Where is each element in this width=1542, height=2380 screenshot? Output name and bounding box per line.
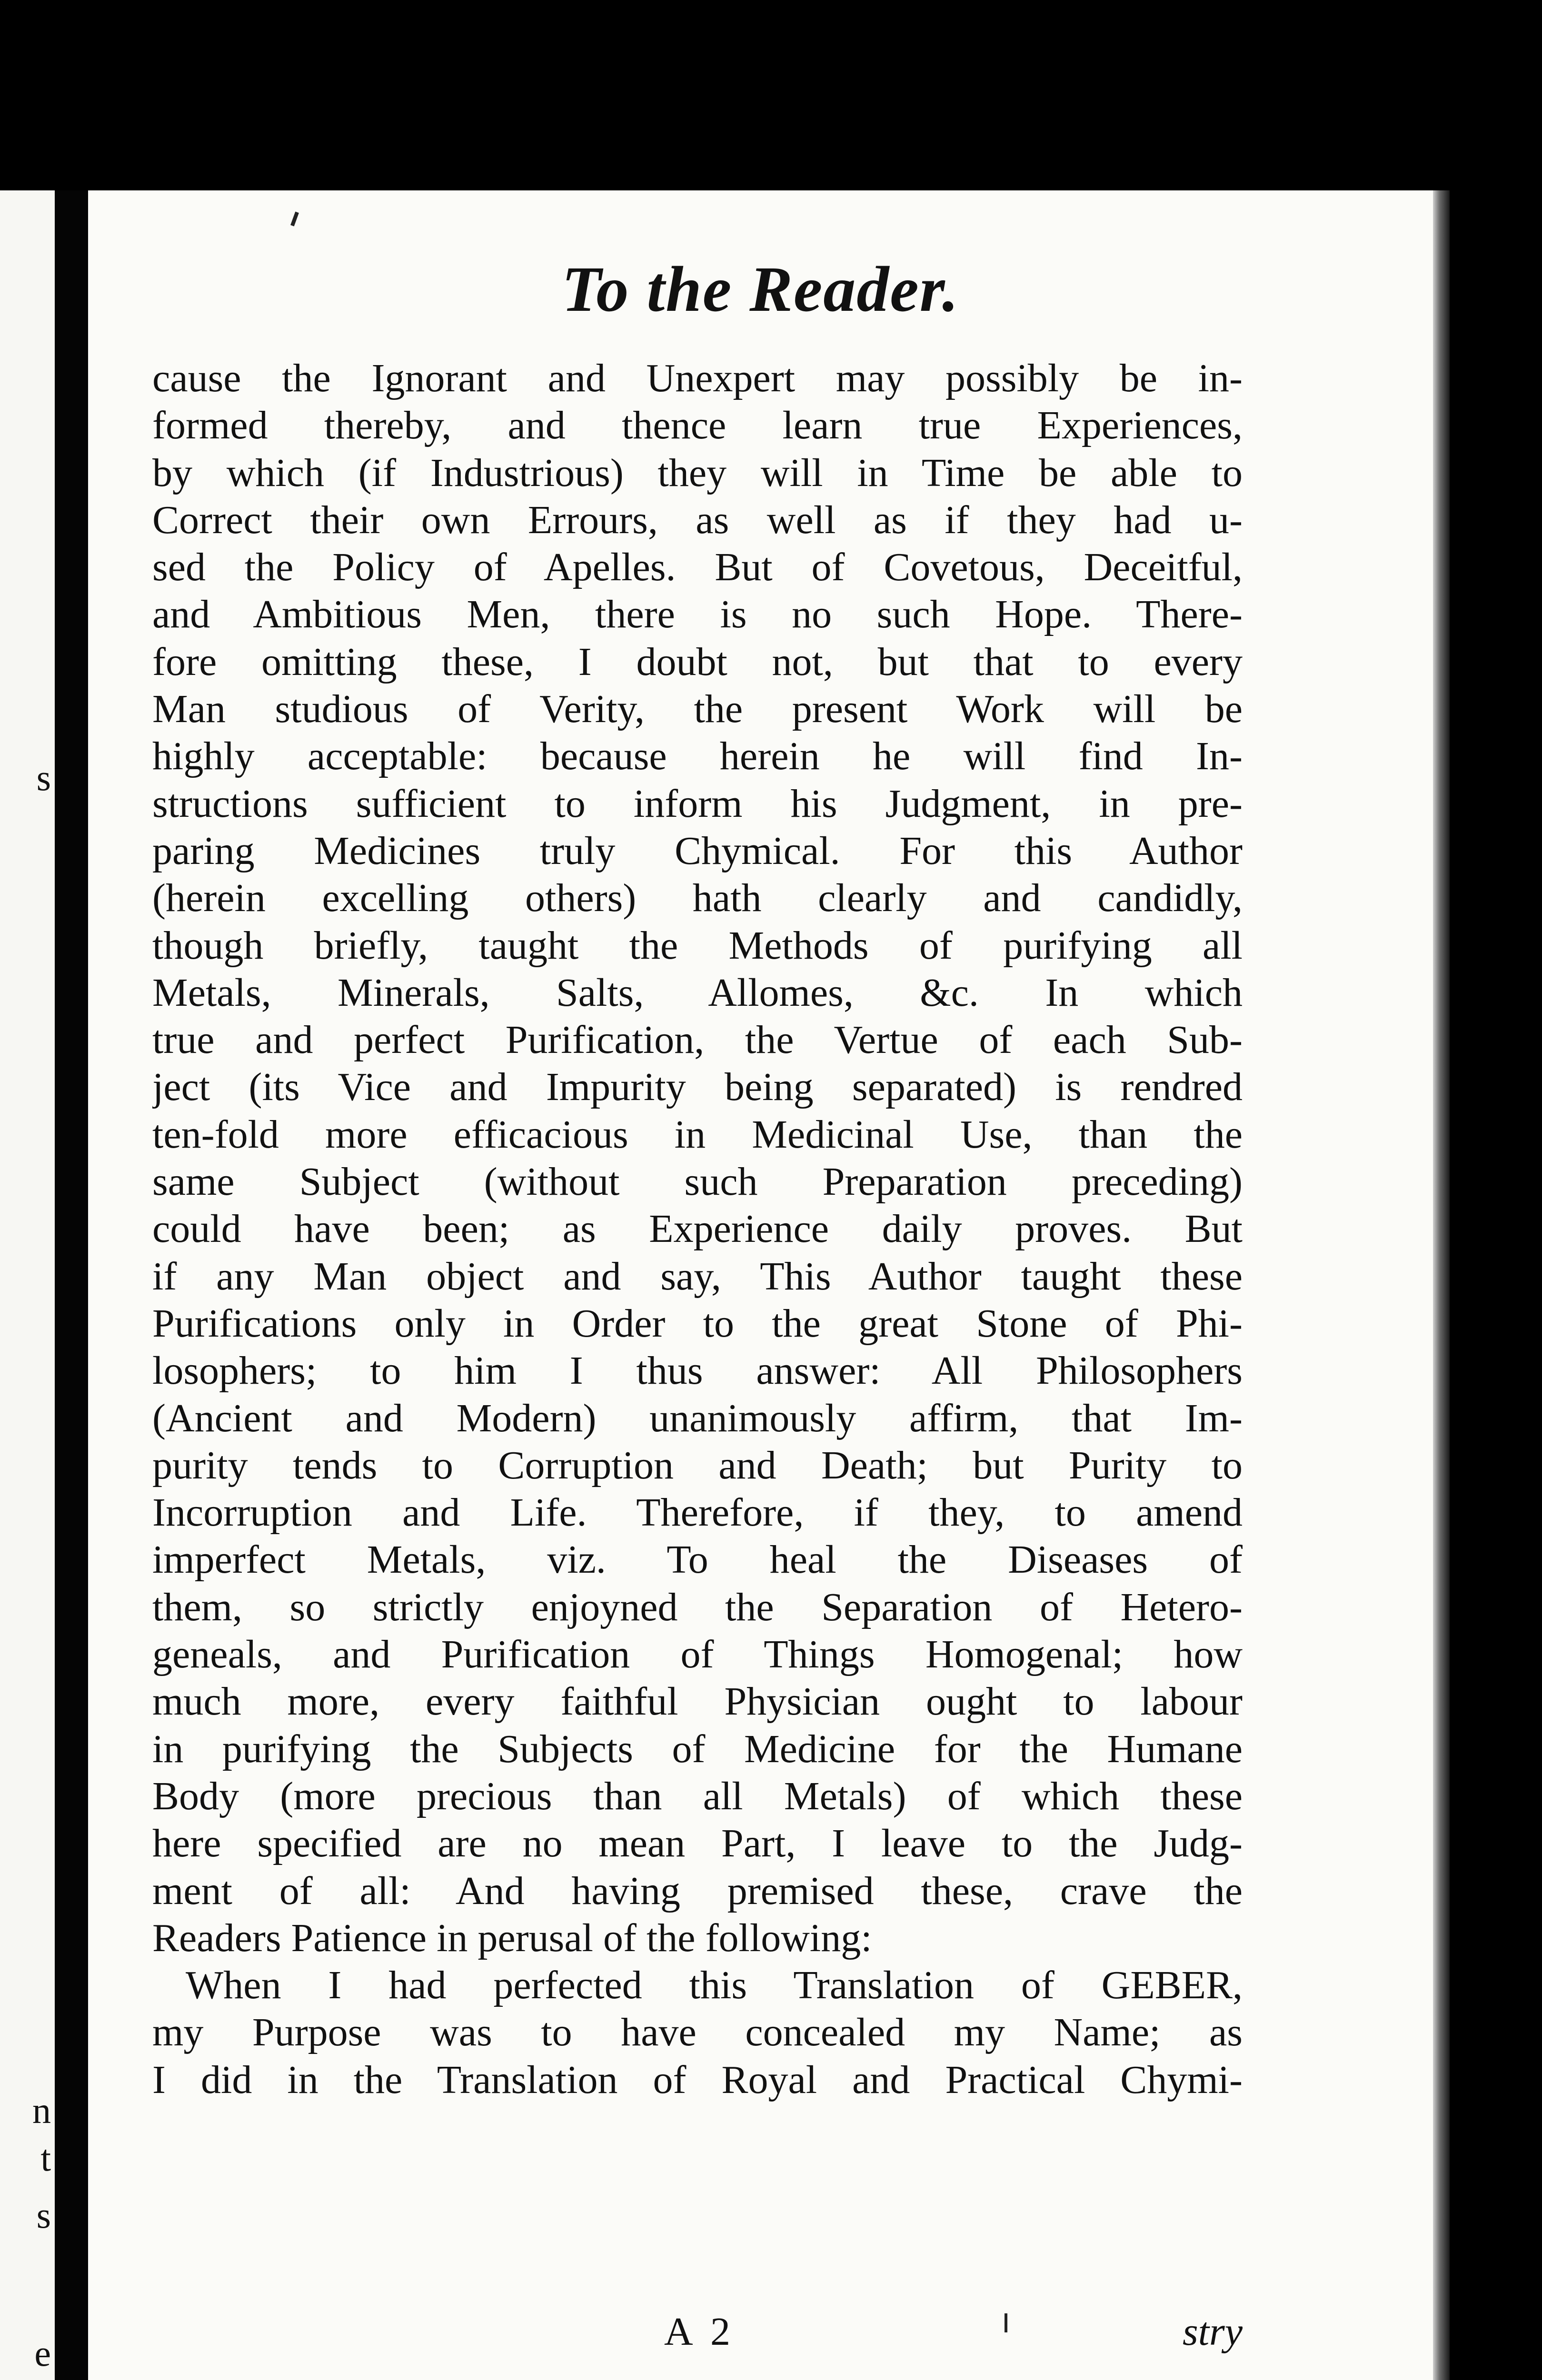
text-line: Purifications only in Order to the great Stone of Phi- xyxy=(152,1301,1243,1346)
text-line: geneals, and Purification of Things Homogenal; how xyxy=(152,1632,1243,1677)
text-line: Readers Patience in perusal of the following: xyxy=(152,1915,872,1960)
text-line: structions sufficient to inform his Judgment, in pre- xyxy=(152,781,1243,826)
signature-mark: A 2 xyxy=(664,2310,736,2354)
text-line: and Ambitious Men, there is no such Hope. There- xyxy=(152,592,1243,637)
text-line: purity tends to Corruption and Death; but Purity to xyxy=(152,1443,1243,1488)
text-line: ten-fold more efficacious in Medicinal Use, than the xyxy=(152,1112,1243,1157)
text-line: I did in the Translation of Royal and Practical Chymi- xyxy=(152,2057,1243,2102)
facing-page-letter: t xyxy=(40,2137,51,2179)
catchword: stry xyxy=(1183,2310,1243,2354)
text-line: by which (if Industrious) they will in Time be able to xyxy=(152,450,1243,495)
text-line: if any Man object and say, This Author taught these xyxy=(152,1254,1243,1299)
text-line: cause the Ignorant and Unexpert may possibly be in- xyxy=(152,356,1243,400)
text-line: ment of all: And having premised these, crave the xyxy=(152,1868,1243,1913)
text-line: my Purpose was to have concealed my Name; as xyxy=(152,2010,1243,2055)
text-line: Man studious of Verity, the present Work will be xyxy=(152,687,1243,732)
text-line: Metals, Minerals, Salts, Allomes, &c. In which xyxy=(152,970,1243,1015)
text-line: true and perfect Purification, the Vertue of each Sub- xyxy=(152,1018,1243,1062)
ink-speck xyxy=(1005,2313,1007,2332)
text-line: imperfect Metals, viz. To heal the Diseases of xyxy=(152,1537,1243,1582)
book-page xyxy=(88,190,1433,2380)
text-line: though briefly, taught the Methods of purifying all xyxy=(152,923,1243,968)
text-line: sed the Policy of Apelles. But of Covetous, Deceitful, xyxy=(152,545,1243,590)
facing-page-letter: e xyxy=(34,2332,51,2374)
text-line: When I had perfected this Translation of GEBER, xyxy=(186,1963,1243,2008)
text-line: formed thereby, and thence learn true Experiences, xyxy=(152,403,1243,448)
text-line: here specified are no mean Part, I leave to the Judg- xyxy=(152,1821,1243,1866)
text-line: ject (its Vice and Impurity being separated) is rendred xyxy=(152,1065,1243,1110)
text-line: them, so strictly enjoyned the Separation of Hetero- xyxy=(152,1585,1243,1629)
text-line: paring Medicines truly Chymical. For this Author xyxy=(152,828,1243,873)
facing-page-edge xyxy=(0,190,55,2380)
text-line: could have been; as Experience daily proves. But xyxy=(152,1207,1243,1251)
facing-page-letter: s xyxy=(36,757,51,798)
book-gutter xyxy=(55,190,88,2380)
ink-speck xyxy=(290,212,299,227)
text-line: same Subject (without such Preparation preceding) xyxy=(152,1160,1243,1204)
page-footer xyxy=(152,2309,1243,2361)
body-text xyxy=(152,355,1243,2103)
running-head: To the Reader. xyxy=(561,254,960,325)
page-edge-shadow xyxy=(1433,190,1450,2380)
text-line: in purifying the Subjects of Medicine for the Humane xyxy=(152,1726,1243,1771)
text-line: fore omitting these, I doubt not, but that to every xyxy=(152,639,1243,684)
text-line: Incorruption and Life. Therefore, if they, to amend xyxy=(152,1490,1243,1535)
text-line: (Ancient and Modern) unanimously affirm, that Im- xyxy=(152,1396,1243,1440)
text-line: much more, every faithful Physician ought to labour xyxy=(152,1679,1243,1724)
text-line: losophers; to him I thus answer: All Philosophers xyxy=(152,1349,1243,1393)
text-line: highly acceptable: because herein he will find In- xyxy=(152,734,1243,779)
text-line: Correct their own Errours, as well as if they had u- xyxy=(152,497,1243,542)
facing-page-letter: n xyxy=(32,2090,51,2131)
text-line: (herein excelling others) hath clearly and candidly, xyxy=(152,876,1243,921)
text-line: Body (more precious than all Metals) of which these xyxy=(152,1774,1243,1818)
facing-page-letter: s xyxy=(36,2194,51,2236)
